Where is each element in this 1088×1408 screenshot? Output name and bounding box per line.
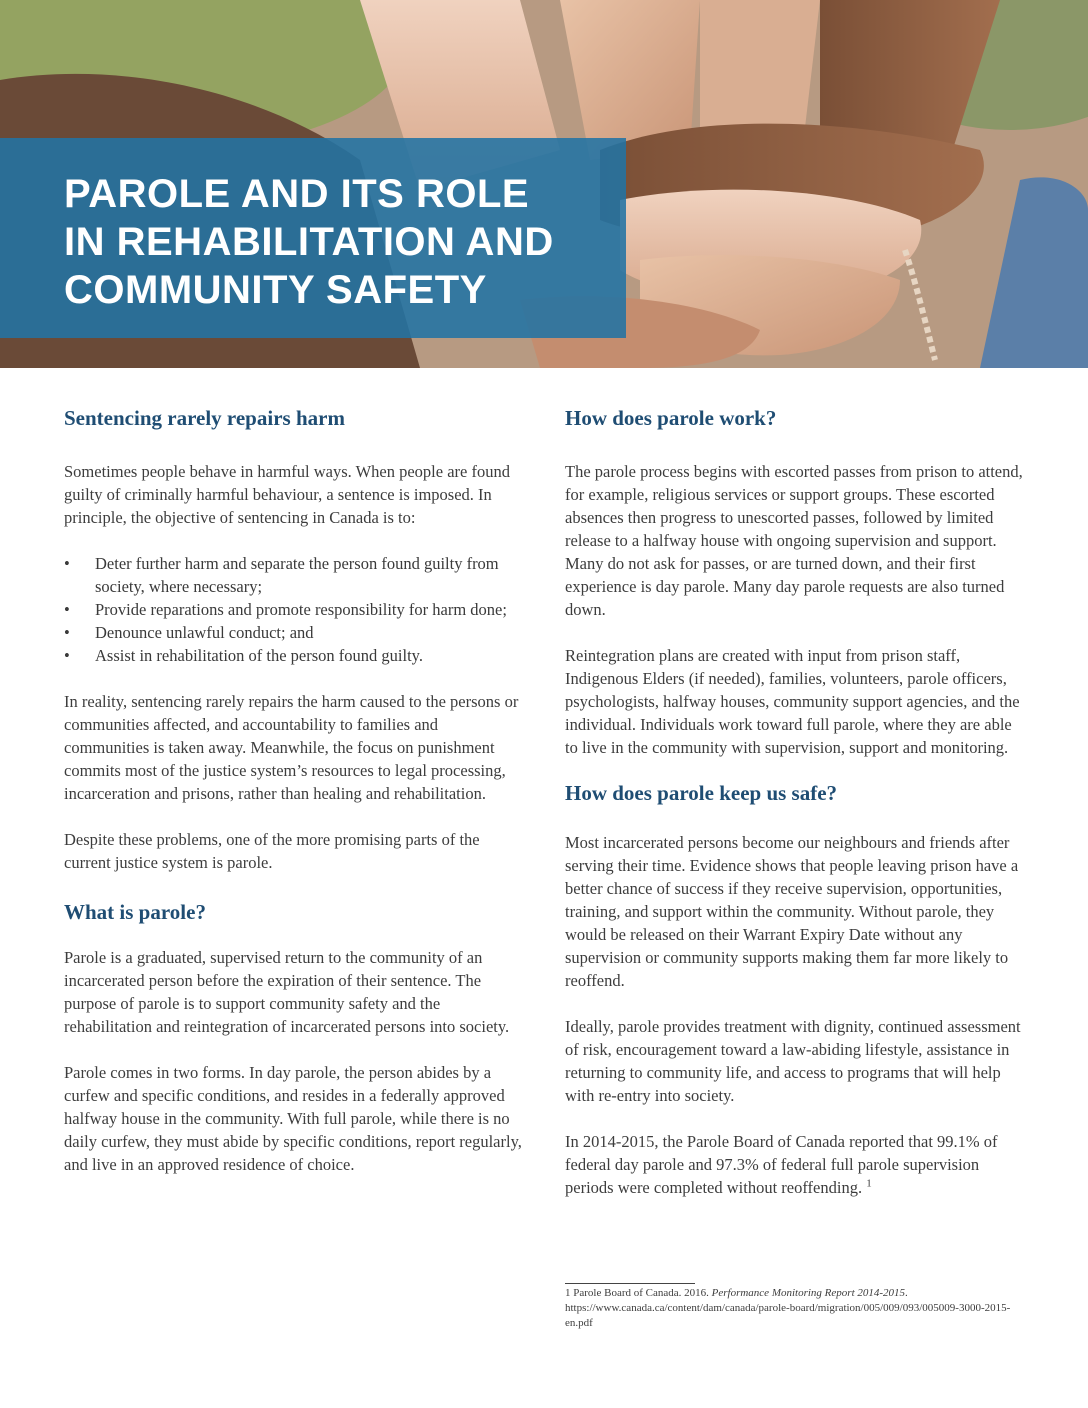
footnote-report-title: Performance Monitoring Report 2014-2015 (711, 1287, 906, 1299)
bullet-icon: • (64, 623, 70, 642)
bullet-icon: • (64, 554, 70, 573)
list-item: • Denounce unlawful conduct; and (64, 623, 314, 642)
section-heading-parole-safety: How does parole keep us safe? (565, 781, 838, 805)
paragraph-parole-forms: Parole comes in two forms. In day parole, the person abides by a curfew and specific conditions, and resides in a federally approved halfway house in the community. With full parole, while there is no daily curfew, they must abide by specific conditions, report regularly, and live in an approved residence of choice. (64, 1063, 522, 1174)
footnote-divider (565, 1283, 695, 1284)
paragraph-ideally: Ideally, parole provides treatment with dignity, continued assessment of risk, encouragement toward a law-abiding lifestyle, assistance in returning to community life, and access to programs that will help with re-entry into society. (565, 1017, 1021, 1105)
footnote: 1 Parole Board of Canada. 2016. Performance Monitoring Report 2014-2015. https://www.canada.ca/content/dam/canada/parole-board/migration/005/009/093/005009-3000-2015-en.pdf (565, 1287, 1011, 1329)
paragraph-sentencing-intro: Sometimes people behave in harmful ways. When people are found guilty of criminally harmful behaviour, a sentence is imposed. In principle, the objective of sentencing in Canada is to: (64, 462, 510, 527)
sentencing-objectives-list (64, 552, 524, 667)
list-item: • Provide reparations and promote responsibility for harm done; (64, 600, 507, 619)
list-item: • Assist in rehabilitation of the person found guilty. (64, 646, 423, 665)
title-banner (0, 138, 626, 338)
paragraph-reintegration-plans: Reintegration plans are created with input from prison staff, Indigenous Elders (if needed), families, volunteers, parole officers, psychologists, halfway houses, community support agencies, and the individual. Individuals work toward full parole, where they are able to live in the community with supervision, support and monitoring. (565, 646, 1020, 757)
paragraph-sentencing-reality: In reality, sentencing rarely repairs the harm caused to the persons or communities affected, and accountability to families and communities is taken away. Meanwhile, the focus on punishment commits most of the justice system’s resources to legal processing, incarceration and prisons, rather than healing and rehabilitation. (64, 692, 519, 803)
section-heading-what-is-parole: What is parole? (64, 900, 206, 924)
bullet-icon: • (64, 646, 70, 665)
section-heading-how-parole-works: How does parole work? (565, 406, 777, 430)
section-heading-sentencing: Sentencing rarely repairs harm (64, 406, 345, 430)
footnote-url[interactable]: . https://www.canada.ca/content/dam/canada/parole-board/migration/005/009/093/005009-3000-2015-en.pdf (565, 1287, 1011, 1329)
bullet-icon: • (64, 600, 70, 619)
list-item: • Deter further harm and separate the person found guilty from society, where necessary; (64, 554, 499, 596)
paragraph-parole-process: The parole process begins with escorted passes from prison to attend, for example, religious services or support groups. These escorted absences then progress to unescorted passes, followed by limited release to a halfway house with ongoing supervision and support. Many do not ask for passes, or are turned down, and their first experience is day parole. Many day parole requests are also turned down. (565, 462, 1023, 619)
paragraph-sentencing-despite: Despite these problems, one of the more promising parts of the current justice system is parole. (64, 830, 480, 872)
left-column (64, 404, 524, 1176)
paragraph-statistics: In 2014-2015, the Parole Board of Canada reported that 99.1% of federal day parole and 97.3% of federal full parole supervision periods were completed without reoffending. $^1$ (565, 1132, 998, 1197)
hero-photo (0, 0, 1088, 368)
right-column (565, 404, 1027, 1199)
paragraph-parole-definition: Parole is a graduated, supervised return to the community of an incarcerated person before the expiration of their sentence. The purpose of parole is to support community safety and the rehabilitation and reintegration of incarcerated persons into society. (64, 948, 510, 1036)
paragraph-neighbours: Most incarcerated persons become our neighbours and friends after serving their time. Evidence shows that people leaving prison have a better chance of success if they receive supervision, opportunities, training, and support within the community. Without parole, they would be released on their Warrant Expiry Date without any supervision or community supports making them far more likely to reoffend. (565, 833, 1019, 990)
footnote-reference[interactable]: 1 (866, 1177, 872, 1190)
page-title: PAROLE AND ITS ROLE IN REHABILITATION AND COMMUNITY SAFETY (64, 172, 554, 312)
